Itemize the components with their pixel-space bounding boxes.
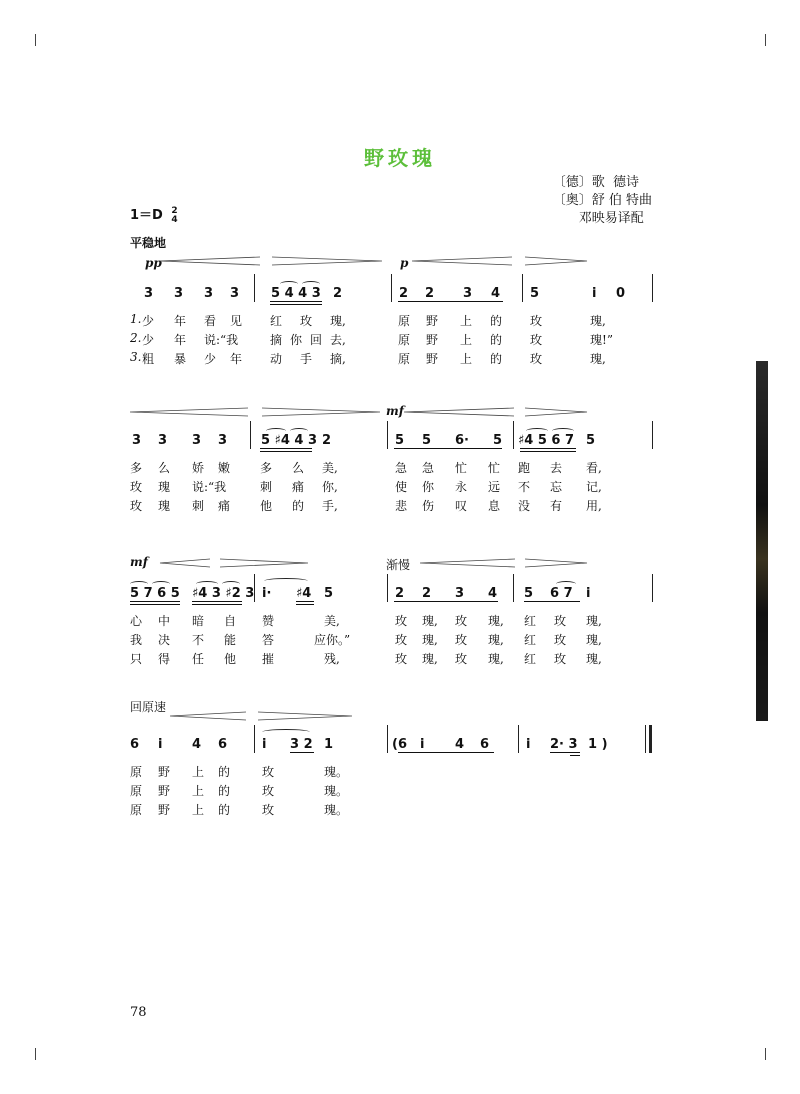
lyric: 得 — [158, 652, 171, 666]
lyric: 的 — [292, 499, 305, 513]
note-group: 6 7 — [550, 586, 573, 601]
lyric: 刺 — [192, 499, 205, 513]
page-edge-strip — [756, 361, 768, 721]
lyric: 玫 — [455, 614, 468, 628]
lyric: 野 — [158, 803, 171, 817]
beam — [570, 755, 580, 756]
lyric: 玫 — [554, 652, 567, 666]
lyric: 用, — [586, 499, 602, 513]
lyric: 多 — [130, 461, 143, 475]
lyric: 原 — [398, 333, 411, 347]
credit-lyricist: 〔德〕歌 德诗 — [552, 175, 639, 190]
note: 3 — [132, 433, 142, 448]
lyric: 他 — [224, 652, 237, 666]
lyric: 跑 — [518, 461, 531, 475]
lyric: 不 — [518, 480, 531, 494]
lyric-line — [130, 763, 655, 782]
lyric: 玫 — [455, 633, 468, 647]
barline — [518, 725, 519, 753]
lyric: 玫 — [300, 314, 313, 328]
lyric: 暴 — [174, 352, 187, 366]
tempo-marking-rit: 渐慢 — [386, 558, 411, 572]
note-group: 3 2 — [290, 737, 313, 752]
crop-mark — [35, 34, 36, 46]
decrescendo-hairpin — [258, 711, 352, 721]
notation-row — [130, 584, 655, 606]
lyric: 红 — [270, 314, 283, 328]
slur — [552, 428, 574, 434]
barline — [391, 274, 392, 302]
beam — [524, 601, 580, 602]
lyric: 说:“我 — [204, 333, 239, 347]
crop-mark — [35, 1048, 36, 1060]
tempo-marking-a-tempo: 回原速 — [130, 700, 167, 714]
lyric: 瑰, — [422, 614, 438, 628]
verse-number: 2. — [130, 331, 142, 345]
lyric: 玫 — [262, 784, 275, 798]
score-system-2 — [130, 431, 655, 516]
barline — [254, 274, 255, 302]
lyric-line — [130, 331, 655, 350]
slur — [222, 581, 240, 587]
note: 5 — [524, 586, 534, 601]
lyric: 年 — [230, 352, 243, 366]
beam — [192, 601, 242, 602]
note: 4 — [488, 586, 498, 601]
lyric: 瑰, — [330, 314, 346, 328]
note: 5 — [586, 433, 596, 448]
beam — [296, 604, 314, 605]
lyric: 瑰 — [158, 480, 171, 494]
lyric: 野 — [158, 765, 171, 779]
lyric: 上 — [192, 765, 205, 779]
dynamic-mf: mf — [386, 404, 404, 418]
lyric: 玫 — [554, 633, 567, 647]
lyric: 瑰。 — [324, 784, 349, 798]
barline — [513, 421, 514, 449]
note: 4 — [455, 737, 465, 752]
lyric: 叹 — [455, 499, 468, 513]
lyric: 瑰。 — [324, 803, 349, 817]
notation-row — [130, 284, 655, 306]
lyric: 瑰, — [586, 633, 602, 647]
lyric: 瑰, — [488, 633, 504, 647]
note-group: 1 ) — [588, 737, 608, 752]
lyric: 嫩 — [218, 461, 231, 475]
note: 3 — [192, 433, 202, 448]
lyric: 上 — [460, 333, 473, 347]
tempo-marking: 平稳地 — [130, 236, 167, 250]
note-group: ♯4 3 ♯2 3 — [192, 586, 255, 601]
lyric: 摘, — [330, 352, 346, 366]
lyric: 玫 — [530, 314, 543, 328]
decrescendo-hairpin — [525, 558, 587, 568]
lyric: 忘 — [550, 480, 563, 494]
lyric: 暗 — [192, 614, 205, 628]
note: 3 — [144, 286, 154, 301]
page-number: 78 — [130, 1005, 147, 1020]
lyric: 摘你回 — [270, 333, 331, 347]
note: 4 — [192, 737, 202, 752]
note-group: 5 ♯4 4 3 — [261, 433, 318, 448]
lyric: 少 — [142, 333, 155, 347]
crop-mark — [765, 1048, 766, 1060]
note: i — [592, 286, 597, 301]
lyric: 任 — [192, 652, 205, 666]
crescendo-hairpin — [160, 256, 260, 266]
note: 5 — [324, 586, 334, 601]
note: 4 — [491, 286, 501, 301]
note: 3 — [174, 286, 184, 301]
slur — [152, 581, 170, 587]
barline — [387, 421, 388, 449]
crescendo-hairpin — [160, 558, 210, 568]
barline — [254, 725, 255, 753]
crescendo-hairpin — [170, 711, 246, 721]
lyric: 只 — [130, 652, 143, 666]
lyric: 玫 — [262, 803, 275, 817]
lyric: 玫 — [530, 352, 543, 366]
lyric-line — [130, 497, 655, 516]
lyric-line — [130, 459, 655, 478]
lyric: 看, — [586, 461, 602, 475]
lyric: 的 — [218, 765, 231, 779]
lyric: 瑰, — [590, 352, 606, 366]
beam — [394, 601, 498, 602]
beam — [260, 451, 312, 452]
note: 5 — [422, 433, 432, 448]
note-group: ♯4 5 6 7 — [518, 433, 575, 448]
lyric: 野 — [426, 333, 439, 347]
decrescendo-hairpin — [220, 558, 308, 568]
lyric: 急 — [422, 461, 435, 475]
lyric: 的 — [490, 314, 503, 328]
note: ♯4 — [296, 586, 312, 601]
lyric: 上 — [192, 803, 205, 817]
lyric: 瑰。 — [324, 765, 349, 779]
lyric: 原 — [130, 784, 143, 798]
lyric: 赞 — [262, 614, 275, 628]
barline — [250, 421, 251, 449]
lyric: 使 — [395, 480, 408, 494]
lyric: 玫 — [455, 652, 468, 666]
lyric: 伤 — [422, 499, 435, 513]
lyric: 你, — [322, 480, 338, 494]
note: 3 — [158, 433, 168, 448]
lyric: 忙 — [455, 461, 468, 475]
note: 2 — [422, 586, 432, 601]
crescendo-hairpin — [130, 407, 248, 417]
lyric: 瑰, — [422, 652, 438, 666]
note: 6 — [130, 737, 140, 752]
score-system-1 — [130, 284, 655, 369]
note-group: 5 7 6 5 — [130, 586, 180, 601]
slur — [280, 281, 298, 287]
lyric: 玫 — [130, 480, 143, 494]
key-label: 1＝D — [130, 208, 163, 223]
lyric: 粗 — [142, 352, 155, 366]
lyric: 手 — [300, 352, 313, 366]
lyric: 原 — [398, 314, 411, 328]
credit-composer: 〔奥〕舒 伯 特曲 — [552, 193, 652, 208]
lyric: 的 — [490, 352, 503, 366]
note: 2 — [333, 286, 343, 301]
beam — [270, 304, 322, 305]
beam — [550, 752, 580, 753]
beam — [260, 448, 312, 449]
lyric: 原 — [130, 765, 143, 779]
lyric: 玫 — [530, 333, 543, 347]
time-signature: 2 4 — [171, 205, 178, 225]
lyric: 瑰, — [586, 652, 602, 666]
barline — [652, 421, 653, 449]
lyric: 去, — [330, 333, 346, 347]
lyric: 见 — [230, 314, 243, 328]
lyric: 年 — [174, 333, 187, 347]
lyric: 摧 — [262, 652, 275, 666]
barline — [387, 725, 388, 753]
lyric-line — [130, 631, 655, 650]
score-system-3 — [130, 584, 655, 669]
lyric-line — [130, 612, 655, 631]
lyric: 少 — [142, 314, 155, 328]
note-group: 5 4 4 3 — [271, 286, 321, 301]
note: 2 — [322, 433, 332, 448]
lyric-line — [130, 312, 655, 331]
lyric: 决 — [158, 633, 171, 647]
lyric: 美, — [322, 461, 338, 475]
note-group: 2· 3 — [550, 737, 578, 752]
note: i — [586, 586, 591, 601]
lyric: 少 — [204, 352, 217, 366]
lyric: 动 — [270, 352, 283, 366]
key-signature — [130, 204, 178, 225]
note: 3 — [204, 286, 214, 301]
lyric: 急 — [395, 461, 408, 475]
lyric: 记, — [586, 480, 602, 494]
lyric: 上 — [192, 784, 205, 798]
lyric: 瑰, — [488, 614, 504, 628]
lyric: 娇 — [192, 461, 205, 475]
verse-number: 3. — [130, 350, 142, 364]
lyric: 么 — [158, 461, 171, 475]
barline — [254, 574, 255, 602]
barline — [645, 725, 646, 753]
lyric: 痛 — [218, 499, 231, 513]
lyric: 不 — [192, 633, 205, 647]
lyric: 野 — [426, 352, 439, 366]
lyric: 瑰, — [586, 614, 602, 628]
note: i — [526, 737, 531, 752]
lyric: 自 — [224, 614, 237, 628]
note: 3 — [230, 286, 240, 301]
lyric: 息 — [488, 499, 501, 513]
slur — [290, 428, 308, 434]
lyric: 我 — [130, 633, 143, 647]
slur — [130, 581, 148, 587]
note: 6 — [480, 737, 490, 752]
verse-number: 1. — [130, 312, 142, 326]
decrescendo-hairpin — [525, 407, 587, 417]
lyric: 玫 — [395, 614, 408, 628]
lyric: 中 — [158, 614, 171, 628]
note: 5 — [530, 286, 540, 301]
lyric: 玫 — [395, 652, 408, 666]
beam — [398, 752, 494, 753]
song-title: 野玫瑰 — [364, 146, 436, 170]
note: (6 — [392, 737, 407, 752]
lyric-line — [130, 478, 655, 497]
slur — [266, 428, 286, 434]
barline — [387, 574, 388, 602]
lyric: 玫 — [130, 499, 143, 513]
note: 0 — [616, 286, 626, 301]
lyric: 有 — [550, 499, 563, 513]
crescendo-hairpin — [404, 407, 514, 417]
lyric-line — [130, 782, 655, 801]
beam — [520, 451, 576, 452]
lyric: 永 — [455, 480, 468, 494]
note: 1 — [324, 737, 334, 752]
lyric: 玫 — [262, 765, 275, 779]
lyric: 能 — [224, 633, 237, 647]
notation-row — [130, 431, 655, 453]
lyric: 玫 — [395, 633, 408, 647]
note: i — [420, 737, 425, 752]
lyric: 的 — [218, 784, 231, 798]
lyric: 原 — [398, 352, 411, 366]
lyric: 你 — [422, 480, 435, 494]
lyric: 上 — [460, 352, 473, 366]
beam — [520, 448, 576, 449]
note: 3 — [455, 586, 465, 601]
lyric: 么 — [292, 461, 305, 475]
lyric: 悲 — [395, 499, 408, 513]
lyric: 玫 — [554, 614, 567, 628]
slur — [526, 428, 548, 434]
lyric: 野 — [426, 314, 439, 328]
beam — [130, 604, 180, 605]
note: 3 — [218, 433, 228, 448]
lyric: 痛 — [292, 480, 305, 494]
lyric: 看 — [204, 314, 217, 328]
note: i· — [262, 586, 272, 601]
slur — [302, 281, 320, 287]
lyric: 上 — [460, 314, 473, 328]
lyric: 应你。” — [314, 633, 351, 647]
lyric: 瑰!” — [590, 333, 613, 347]
lyric: 原 — [130, 803, 143, 817]
note: 6 — [218, 737, 228, 752]
slur — [196, 581, 218, 587]
slur — [556, 581, 576, 587]
note: 5 — [395, 433, 405, 448]
lyric: 手, — [322, 499, 338, 513]
note: 3 — [463, 286, 473, 301]
beam — [192, 604, 242, 605]
lyric: 瑰 — [158, 499, 171, 513]
barline — [652, 574, 653, 602]
lyric: 说:“我 — [192, 480, 227, 494]
beam — [398, 301, 503, 302]
beam — [270, 301, 322, 302]
lyric: 多 — [260, 461, 273, 475]
lyric: 心 — [130, 614, 143, 628]
lyric: 远 — [488, 480, 501, 494]
final-barline — [649, 725, 652, 753]
score-system-4 — [130, 735, 655, 820]
lyric: 瑰, — [488, 652, 504, 666]
lyric: 瑰, — [590, 314, 606, 328]
barline — [652, 274, 653, 302]
lyric: 他 — [260, 499, 273, 513]
crescendo-hairpin — [420, 558, 515, 568]
barline — [513, 574, 514, 602]
note: 2 — [399, 286, 409, 301]
decrescendo-hairpin — [262, 407, 380, 417]
note: 5 — [493, 433, 503, 448]
crop-mark — [765, 34, 766, 46]
beam — [394, 448, 502, 449]
lyric: 瑰, — [422, 633, 438, 647]
barline — [522, 274, 523, 302]
lyric-line — [130, 350, 655, 369]
lyric: 的 — [218, 803, 231, 817]
beam — [290, 752, 314, 753]
slur — [264, 578, 308, 584]
note: i — [158, 737, 163, 752]
dynamic-mf: mf — [130, 555, 148, 569]
lyric: 答 — [262, 633, 275, 647]
lyric: 红 — [524, 614, 537, 628]
lyric: 残, — [324, 652, 340, 666]
notation-row — [130, 735, 655, 757]
lyric: 红 — [524, 633, 537, 647]
note: 2 — [395, 586, 405, 601]
dynamic-p: p — [400, 256, 409, 270]
lyric-line — [130, 650, 655, 669]
beam — [296, 601, 314, 602]
decrescendo-hairpin — [272, 256, 382, 266]
note: 2 — [425, 286, 435, 301]
lyric: 刺 — [260, 480, 273, 494]
beam — [130, 601, 180, 602]
credits — [553, 174, 652, 228]
lyric: 的 — [490, 333, 503, 347]
note: i — [262, 737, 267, 752]
dynamic-pp: pp — [145, 256, 162, 270]
note: 6· — [455, 433, 469, 448]
lyric-line — [130, 801, 655, 820]
slur — [262, 729, 310, 735]
lyric: 去 — [550, 461, 563, 475]
decrescendo-hairpin — [525, 256, 587, 266]
crescendo-hairpin — [412, 256, 512, 266]
lyric: 红 — [524, 652, 537, 666]
lyric: 野 — [158, 784, 171, 798]
lyric: 忙 — [488, 461, 501, 475]
lyric: 年 — [174, 314, 187, 328]
lyric: 没 — [518, 499, 531, 513]
credit-translator: 邓映易译配 — [578, 211, 644, 226]
lyric: 美, — [324, 614, 340, 628]
